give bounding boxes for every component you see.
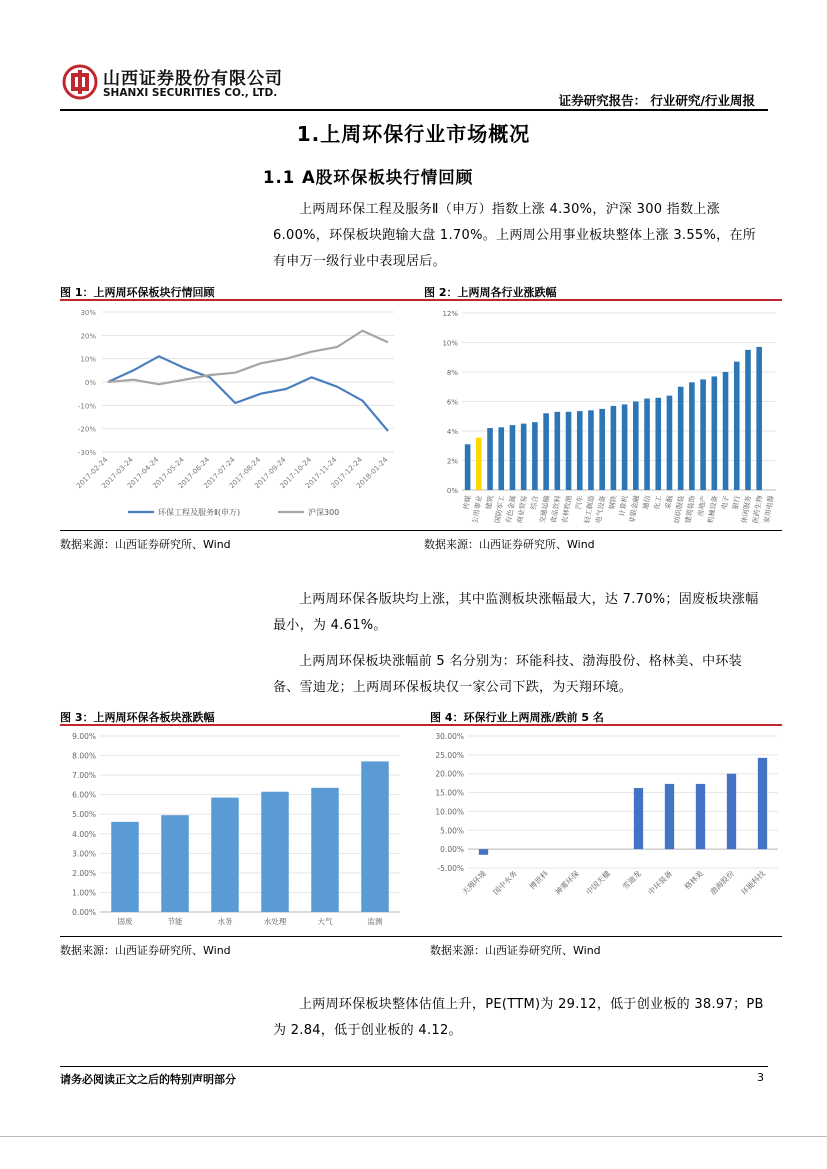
x-tick-label: 钢铁 xyxy=(608,494,619,511)
bar xyxy=(161,815,189,912)
bar xyxy=(543,413,549,490)
fig3-bar-chart xyxy=(60,728,410,934)
x-tick-label: 2017-10-24 xyxy=(278,455,314,491)
x-tick-label: 2017-04-24 xyxy=(125,455,161,491)
x-tick-label: 环能科技 xyxy=(739,869,767,897)
x-tick-label: 机械设备 xyxy=(706,494,720,524)
bar xyxy=(577,411,583,490)
footer-disclaimer: 请务必阅读正文之后的特别声明部分 xyxy=(60,1073,236,1086)
header-divider xyxy=(60,109,768,111)
y-tick-label: 1.00% xyxy=(72,888,96,898)
y-tick-label: -30% xyxy=(77,449,96,457)
bar xyxy=(678,387,684,490)
x-tick-label: 2017-06-24 xyxy=(176,455,212,491)
x-tick-label: 银行 xyxy=(731,494,742,511)
bar xyxy=(498,427,504,490)
x-tick-label: 神雾环保 xyxy=(553,869,581,897)
bar xyxy=(723,372,729,490)
y-tick-label: 7.00% xyxy=(72,771,96,781)
fig2-source: 数据来源：山西证券研究所、Wind xyxy=(424,538,595,551)
paragraph-4 xyxy=(273,992,767,1044)
x-tick-label: 2017-02-24 xyxy=(74,455,110,491)
y-tick-label: 2% xyxy=(446,457,458,466)
bar xyxy=(696,784,705,849)
y-tick-label: 8.00% xyxy=(72,751,96,761)
x-tick-label: 商业贸易 xyxy=(515,494,529,524)
x-tick-label: 通信 xyxy=(641,494,653,511)
bar xyxy=(758,758,767,849)
bar xyxy=(479,849,488,855)
paragraph-1 xyxy=(273,197,767,275)
y-tick-label: 15.00% xyxy=(435,788,464,798)
bar xyxy=(487,428,493,490)
x-tick-label: 化工 xyxy=(652,494,664,511)
y-tick-label: 10.00% xyxy=(435,807,464,817)
fig-top-divider xyxy=(60,299,782,301)
paragraph-text: 上两周环保各版块均上涨，其中监测板块涨幅最大，达 7.70%；固废板块涨幅最小，为 4.61%。 xyxy=(273,592,759,633)
page-bottom-line xyxy=(0,1136,827,1137)
y-tick-label: 3.00% xyxy=(72,849,96,859)
x-tick-label: 采掘 xyxy=(664,494,675,511)
x-tick-label: 监测 xyxy=(367,917,383,926)
x-tick-label: 2017-11-24 xyxy=(304,455,339,491)
x-tick-label: 房地产 xyxy=(696,494,709,518)
x-tick-label: 休闲服务 xyxy=(740,494,753,524)
paragraph-text: 上两周环保工程及服务Ⅱ（申万）指数上涨 4.30%，沪深 300 指数上涨 6.00%，环保板块跑输大盘 1.70%。上两周公用事业板块整体上涨 3.55%，在所有申万一级行业中表现居后。 xyxy=(273,202,757,269)
series-line xyxy=(108,331,388,385)
bar xyxy=(727,774,736,849)
x-tick-label: 国防军工 xyxy=(493,494,507,524)
x-tick-label: 综合 xyxy=(529,494,540,511)
bar xyxy=(633,402,639,491)
x-tick-label: 汽车 xyxy=(574,494,585,511)
bar xyxy=(622,404,628,490)
bar xyxy=(700,379,706,490)
bar xyxy=(712,376,718,490)
y-tick-label: 30.00% xyxy=(435,732,464,741)
x-tick-label: 交通运输 xyxy=(538,494,552,524)
x-tick-label: 电气设备 xyxy=(594,494,608,524)
footer-divider xyxy=(60,1066,768,1067)
x-tick-label: 2017-09-24 xyxy=(253,455,288,491)
y-tick-label: 0% xyxy=(84,379,96,387)
x-tick-label: 雪迪龙 xyxy=(620,869,643,892)
bar xyxy=(667,396,673,490)
x-tick-label: 公用事业 xyxy=(471,494,484,524)
y-tick-label: 5.00% xyxy=(440,826,464,836)
bar xyxy=(756,347,762,490)
y-tick-label: 4% xyxy=(446,428,458,436)
bar xyxy=(588,410,594,490)
x-tick-label: 格林美 xyxy=(682,869,705,892)
paragraph-text: 上两周环保板块整体估值上升，PE(TTM)为 29.12，低于创业板的 38.97；PB 为 2.84，低于创业板的 4.12。 xyxy=(273,997,764,1038)
bar xyxy=(476,438,482,490)
paragraph-3 xyxy=(273,649,767,701)
bar xyxy=(655,398,661,490)
bar xyxy=(566,412,572,490)
y-tick-label: 25.00% xyxy=(435,750,464,760)
section-title: 1.上周环保行业市场概况 xyxy=(296,122,531,146)
x-tick-label: 大气 xyxy=(317,917,333,926)
bar xyxy=(745,350,751,490)
page-number: 3 xyxy=(757,1071,764,1084)
x-tick-label: 节能 xyxy=(167,917,183,926)
x-tick-label: 2018-01-24 xyxy=(354,455,390,491)
company-name-cn: 山西证券股份有限公司 xyxy=(103,69,283,89)
fig1-source: 数据来源：山西证券研究所、Wind xyxy=(60,538,231,551)
x-tick-label: 农林牧渔 xyxy=(560,494,574,524)
paragraph-2 xyxy=(273,587,767,639)
fig3-title: 图 3：上两周环保各板块涨跌幅 xyxy=(60,711,215,724)
legend-label: 环保工程及服务Ⅱ(申万) xyxy=(158,508,241,517)
x-tick-label: 水务 xyxy=(217,917,233,926)
y-tick-label: 20% xyxy=(80,332,96,341)
report-type: 证券研究报告： 行业研究/行业周报 xyxy=(558,93,755,108)
y-tick-label: 2.00% xyxy=(72,868,96,878)
bar xyxy=(634,788,643,849)
x-tick-label: 有色金属 xyxy=(504,494,518,524)
fig3-source: 数据来源：山西证券研究所、Wind xyxy=(60,944,231,957)
y-tick-label: 30% xyxy=(80,309,96,317)
fig-top-divider xyxy=(60,724,782,726)
x-tick-label: 中国天楹 xyxy=(584,869,612,897)
bar xyxy=(521,424,527,490)
bar xyxy=(111,822,139,912)
fig4-title: 图 4：环保行业上两周涨/跌前 5 名 xyxy=(430,711,604,724)
bar xyxy=(361,761,389,912)
bar xyxy=(465,444,471,490)
fig4-bar-chart xyxy=(426,728,782,934)
x-tick-label: 建筑 xyxy=(484,494,496,511)
y-tick-label: 10% xyxy=(80,355,96,364)
x-tick-label: 博世科 xyxy=(527,869,550,892)
paragraph-text: 上两周环保板块涨幅前 5 名分别为：环能科技、渤海股份、格林美、中环装备、雪迪龙；上两周环保板块仅一家公司下跌，为天翔环境。 xyxy=(273,654,743,695)
bar xyxy=(555,412,561,490)
bar xyxy=(665,784,674,849)
y-tick-label: 12% xyxy=(442,310,458,318)
x-tick-label: 中环装备 xyxy=(646,869,674,897)
y-tick-label: -20% xyxy=(77,425,96,434)
bar xyxy=(532,422,538,490)
y-tick-label: 4.00% xyxy=(72,829,96,839)
bar xyxy=(599,409,605,490)
x-tick-label: 食品饮料 xyxy=(549,494,563,524)
x-tick-label: 2017-12-24 xyxy=(329,455,364,491)
x-tick-label: 国中水务 xyxy=(491,869,519,897)
company-name-en: SHANXI SECURITIES CO., LTD. xyxy=(103,87,278,99)
x-tick-label: 家用电器 xyxy=(762,494,776,524)
x-tick-label: 医药生物 xyxy=(751,494,765,524)
x-tick-label: 建筑装饰 xyxy=(684,494,697,524)
y-tick-label: 6% xyxy=(446,398,458,407)
bar xyxy=(734,362,740,490)
x-tick-label: 渤海股份 xyxy=(708,869,736,897)
y-tick-label: -10% xyxy=(77,402,96,411)
y-tick-label: 0% xyxy=(446,487,458,495)
bar xyxy=(611,406,617,490)
x-tick-label: 2017-03-24 xyxy=(100,455,135,491)
x-tick-label: 固废 xyxy=(117,917,133,926)
fig-bottom-divider xyxy=(60,530,782,531)
x-tick-label: 2017-07-24 xyxy=(202,455,237,491)
bar xyxy=(510,425,516,490)
fig1-title: 图 1：上两周环保板块行情回顾 xyxy=(60,286,215,299)
bar xyxy=(311,788,339,912)
x-tick-label: 2017-05-24 xyxy=(151,455,186,491)
y-tick-label: 8% xyxy=(446,369,458,377)
fig2-bar-chart xyxy=(420,304,780,528)
legend-label: 沪深300 xyxy=(308,508,340,517)
fig-bottom-divider xyxy=(60,936,782,937)
bar xyxy=(689,382,695,490)
bar xyxy=(261,792,289,912)
bar xyxy=(644,399,650,490)
y-tick-label: 0.00% xyxy=(72,908,96,917)
x-tick-label: 非银金融 xyxy=(628,494,641,524)
fig4-source: 数据来源：山西证券研究所、Wind xyxy=(430,944,601,957)
x-tick-label: 纺织服装 xyxy=(672,494,686,524)
y-tick-label: 0.00% xyxy=(440,845,464,855)
y-tick-label: 20.00% xyxy=(435,769,464,779)
bar xyxy=(211,798,239,912)
x-tick-label: 电子 xyxy=(720,494,731,511)
x-tick-label: 轻工制造 xyxy=(583,494,596,524)
x-tick-label: 水处理 xyxy=(263,917,287,926)
fig2-title: 图 2：上两周各行业涨跌幅 xyxy=(424,286,557,299)
y-tick-label: 10% xyxy=(442,339,458,348)
x-tick-label: 传媒 xyxy=(462,494,473,511)
x-tick-label: 天翔环境 xyxy=(460,869,488,897)
y-tick-label: 9.00% xyxy=(72,732,96,741)
y-tick-label: 6.00% xyxy=(72,790,96,800)
company-logo xyxy=(62,64,98,100)
y-tick-label: -5.00% xyxy=(437,864,464,873)
subsection-title: 1.1 A股环保板块行情回顾 xyxy=(263,168,474,187)
x-tick-label: 2017-08-24 xyxy=(227,455,263,491)
y-tick-label: 5.00% xyxy=(72,810,96,820)
fig1-line-chart xyxy=(62,304,402,528)
x-tick-label: 计算机 xyxy=(618,494,630,518)
